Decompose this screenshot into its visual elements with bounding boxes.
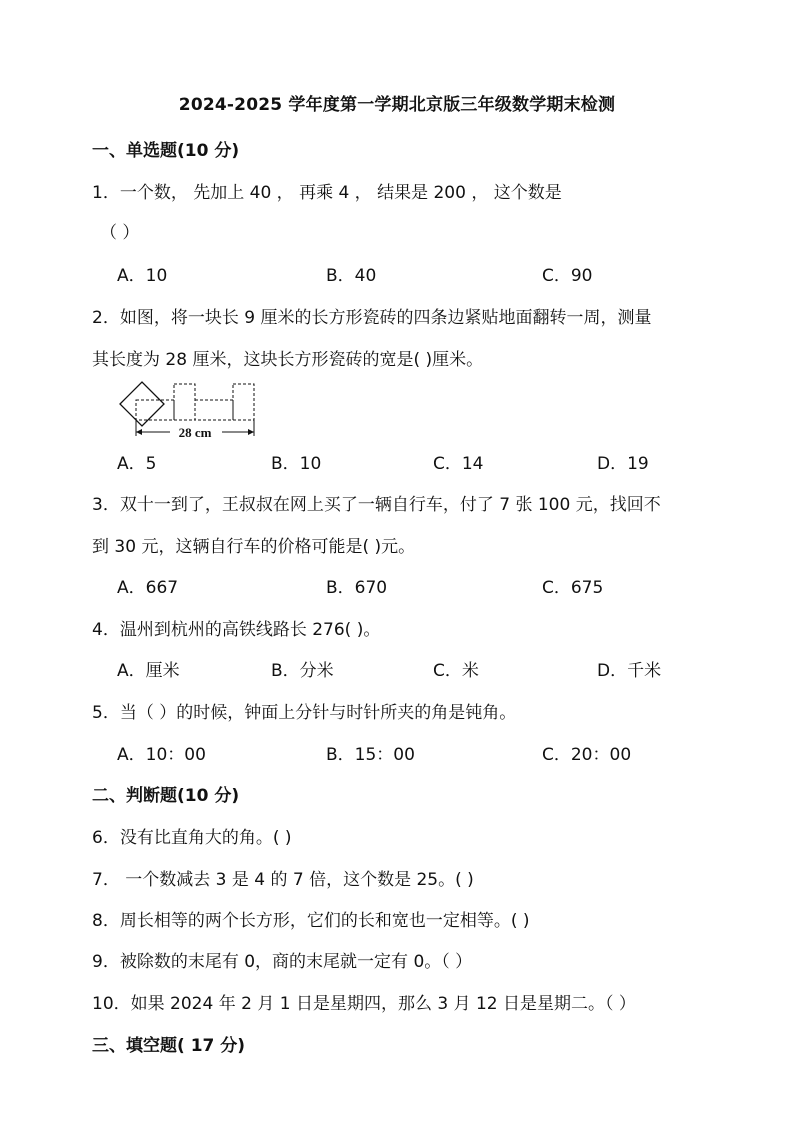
question-5-option-b: B．15：00 (326, 745, 415, 765)
question-3-option-c: C．675 (542, 578, 604, 598)
question-5-option-a: A．10：00 (117, 745, 206, 765)
section-heading-single-choice: 一、单选题(10 分) (92, 141, 240, 161)
question-5-option-c: C．20：00 (542, 745, 632, 765)
section-heading-true-false: 二、判断题(10 分) (92, 786, 240, 806)
question-4-option-a: A．厘米 (117, 661, 180, 681)
question-3-text: 3．双十一到了，王叔叔在网上买了一辆自行车，付了 7 张 100 元，找回不 (92, 495, 661, 515)
figure-length-label: 28 cm (178, 425, 212, 440)
question-1-text: 1．一个数， 先加上 40 ， 再乘 4 ， 结果是 200 ， 这个数是 (92, 183, 562, 203)
question-2-option-b: B．10 (271, 454, 322, 474)
question-1-option-b: B．40 (326, 266, 377, 286)
question-2-option-a: A．5 (117, 454, 157, 474)
question-4-option-c: C．米 (433, 661, 479, 681)
page-title: 2024-2025 学年度第一学期北京版三年级数学期末检测 (178, 95, 616, 115)
question-6-text: 6．没有比直角大的角。( ) (92, 828, 292, 848)
question-3-option-b: B．670 (326, 578, 388, 598)
tile-rolling-figure (118, 380, 268, 442)
question-7-text: 7． 一个数减去 3 是 4 的 7 倍，这个数是 25。( ) (92, 870, 474, 890)
question-2-option-d: D．19 (597, 454, 649, 474)
question-4-text: 4．温州到杭州的高铁线路长 276( )。 (92, 620, 381, 640)
question-1-option-a: A．10 (117, 266, 168, 286)
question-10-text: 10．如果 2024 年 2 月 1 日是星期四，那么 3 月 12 日是星期二。（ ） (92, 994, 636, 1014)
question-8-text: 8．周长相等的两个长方形，它们的长和宽也一定相等。( ) (92, 911, 530, 931)
question-3-option-a: A．667 (117, 578, 179, 598)
question-3-text-cont: 到 30 元，这辆自行车的价格可能是( )元。 (92, 537, 416, 557)
question-2-text: 2．如图，将一块长 9 厘米的长方形瓷砖的四条边紧贴地面翻转一周，测量 (92, 308, 652, 328)
question-4-option-d: D．千米 (597, 661, 662, 681)
question-1-option-c: C．90 (542, 266, 593, 286)
question-9-text: 9．被除数的末尾有 0，商的末尾就一定有 0。（ ） (92, 952, 473, 972)
question-1-blank: （ ） (100, 223, 140, 243)
question-2-option-c: C．14 (433, 454, 484, 474)
question-5-text: 5．当（ ）的时候，钟面上分针与时针所夹的角是钝角。 (92, 703, 517, 723)
question-4-option-b: B．分米 (271, 661, 334, 681)
question-2-text-cont: 其长度为 28 厘米，这块长方形瓷砖的宽是( )厘米。 (92, 350, 484, 370)
section-heading-fill-blank: 三、填空题( 17 分) (92, 1036, 246, 1056)
